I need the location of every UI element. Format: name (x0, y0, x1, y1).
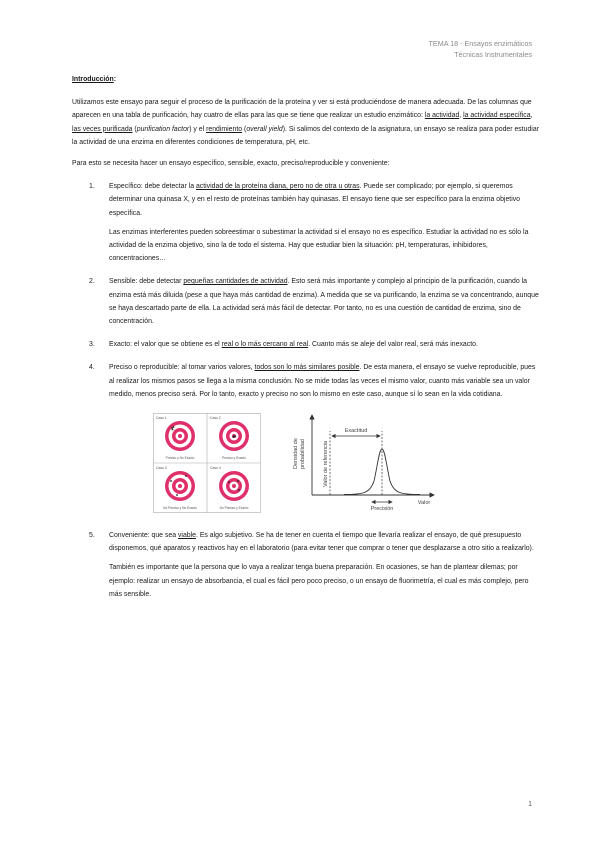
intro-heading: Introducción: (72, 76, 117, 83)
reference-label: Valor de referencia (323, 441, 329, 488)
exactitud-label: Exactitud (344, 428, 368, 435)
targets-figure (153, 413, 261, 513)
case-4-label: Caso 4 (210, 466, 221, 471)
y-axis-label-2: probabilidad (300, 439, 306, 470)
list-item: 1. Específico: debe detectar la actividad de la proteína diana, pero no de otra u otras. Puede ser complicado; por ejemplo, si queremos determinar una quinasa X, y en el resto de proteínas también hay quinasas. El ensayo tiene que ser específico para la enzima objetivo específica. Las enzimas interferentes pueden sobreestimar o subestimar la actividad si el ensayo no es específico. Estudiar la actividad no es sólo la actividad de la enzima objetivo, sino la de todo el sistema. Hay que estudiar bien la situación: pH, temperaturas, inhibidores, concentraciones… (72, 180, 542, 265)
case-1-caption: Preciso y No Exacto (165, 456, 195, 461)
list-item: 3. Exacto: el valor que se obtiene es el real o lo más cercano al real. Cuanto más se aleje del valor real, será más inexacto. (89, 341, 478, 349)
case-1-label: Caso 1 (156, 416, 167, 421)
figures-row (72, 405, 542, 517)
case-2-label: Caso 2 (210, 416, 221, 421)
x-axis-label: Valor (417, 500, 431, 507)
page-number: 1 (528, 801, 532, 808)
list-item-extra: Las enzimas interferentes pueden sobreestimar o subestimar la actividad si el ensayo no es específico. Estudiar la actividad no es sólo la actividad de la enzima objetivo, sino la de todo el sistema. Hay que estudiar bien la situación: pH, temperaturas, inhibidores, concentraciones… (109, 228, 529, 263)
case-2-caption: Preciso y Exacto (222, 456, 246, 461)
case-3-caption: No Preciso y No Exacto (163, 506, 197, 511)
list-item: 5. Conveniente: que sea viable. Es algo subjetivo. Se ha de tener en cuenta el tiempo que llevaría realizar el ensayo, de qué presupuesto disponemos, qué aparatos y reactivos hay en el laboratorio (para evitar tener que comprar o tener que desplazarse a otro sitio a realizarlo). También es importante que la persona que lo vaya a realizar tenga buena preparación. En ocasiones, se han de plantear dilemas; por ejemplo: realizar un ensayo de absorbancia, el cual es fácil pero poco preciso, o un ensayo de fluorimetría, el cual es más complejo, pero más sensible. (72, 529, 542, 601)
document-body (72, 73, 542, 601)
target-case-3 (165, 471, 195, 501)
target-case-2 (219, 421, 249, 451)
page-header (429, 38, 532, 60)
y-axis-label-1: Densidad de (293, 438, 299, 470)
list-item: 4. Preciso o reproducible: al tomar varios valores, todos son lo más similares posible. De esta manera, el ensayo se vuelve reproducible, pues al realizar los mismos pasos se llega a la misma conclusión. No se mide todas las veces el mismo valor, cuanto más variable sea un valor medido, menos preciso será. Por lo tanto, exacto y preciso no son lo mismo en este caso, aunque sí lo sean en la vida cotidiana. (89, 364, 536, 398)
intro-paragraph: Utilizamos este ensayo para seguir el proceso de la purificación de la proteína y ver si está produciéndose de manera adecuada. De las columnas que aparecen en una tabla de purificación, hay cuatro de ellas para las que se tiene que realizar un estudio enzimático: la actividad, la actividad específica, las veces purificada (purification factor) y el rendimiento (overall yield). Si salimos del contexto de la asignatura, un ensayo se realiza para poder estudiar la actividad de una enzima en diferentes condiciones de temperatura, pH, etc. (72, 99, 539, 146)
case-4-caption: No Preciso y Exacto (219, 506, 249, 511)
requirements-paragraph: Para esto se necesita hacer un ensayo específico, sensible, exacto, preciso/reproducible y conveniente: (72, 160, 390, 168)
requirements-list (72, 180, 542, 601)
target-case-4 (219, 471, 249, 501)
precision-label: Precisión (370, 506, 394, 513)
target-case-1 (165, 421, 195, 451)
list-item: 2. Sensible: debe detectar pequeñas cantidades de actividad. Esto será más importante y complejo al principio de la purificación, cuando la enzima está más diluida (pese a que haya más cantidad de enzima). A medida que se va purificando, la enzima se va concentrando, aunque se haya descartado parte de ella. La actividad será más fácil de detectar. Por tanto, no es una cuestión de cantidad de enzima, sino de concentración. (89, 278, 539, 326)
header-subject: Técnicas Instrumentales (454, 50, 532, 59)
list-item-extra: También es importante que la persona que lo vaya a realizar tenga buena preparación. En ocasiones, se han de plantear dilemas; por ejemplo: realizar un ensayo de absorbancia, el cual es fácil pero poco preciso, o un ensayo de fluorimetría, el cual es más complejo, pero más sensible. (109, 564, 529, 598)
accuracy-precision-figure (284, 409, 444, 517)
header-topic: TEMA 18 - Ensayos enzimáticos (428, 39, 532, 48)
case-3-label: Caso 3 (156, 466, 167, 471)
